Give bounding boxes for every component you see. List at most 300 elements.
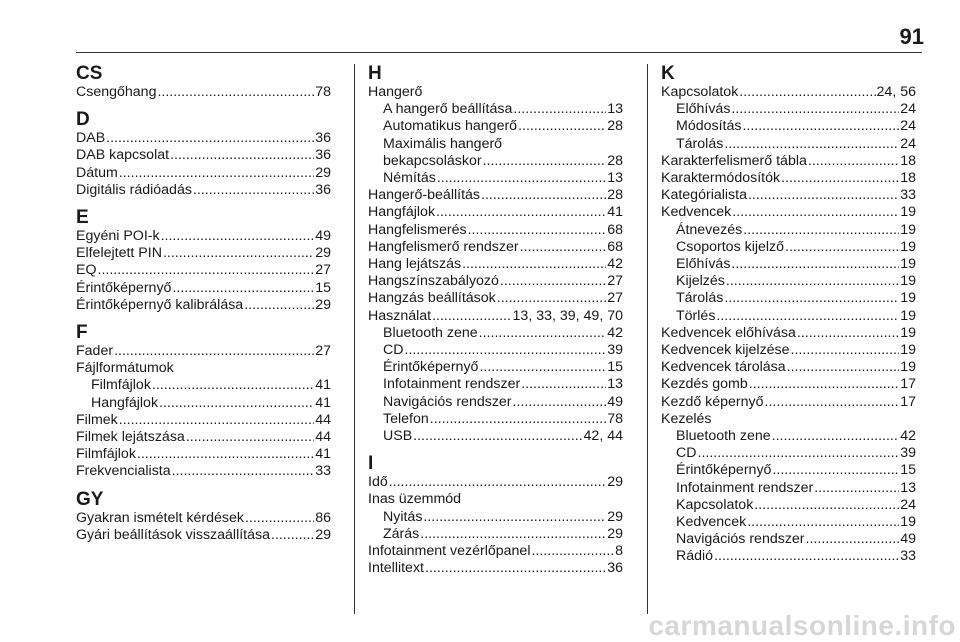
entry-label: Előhívás <box>676 101 731 118</box>
entry-label: Átnevezés <box>676 221 743 238</box>
entry-page-numbers: 13 <box>900 479 916 496</box>
entry-page-numbers: 27 <box>315 262 331 279</box>
entry-page-numbers: 28 <box>607 187 623 204</box>
index-entry <box>368 204 623 221</box>
entry-page-numbers: 41 <box>315 394 331 411</box>
entry-label: Fader <box>76 343 114 360</box>
entry-label: Kedvencek előhívása <box>661 324 796 341</box>
dot-leader <box>772 428 900 445</box>
index-entry <box>368 222 623 239</box>
entry-page-numbers: 19 <box>900 359 916 376</box>
entry-label: Karaktermódosítók <box>661 170 781 187</box>
dot-leader <box>732 204 899 221</box>
dot-leader <box>521 376 606 393</box>
entry-page-numbers: 13, 33, 39, 49, 70 <box>512 307 623 324</box>
index-entry <box>76 412 331 429</box>
entry-page-numbers: 33 <box>315 463 331 480</box>
entry-label: Kedvencek <box>661 204 732 221</box>
entry-page-numbers: 49 <box>607 393 623 410</box>
entry-page-numbers: 27 <box>607 290 623 307</box>
dot-leader <box>98 262 315 279</box>
entry-label: Kategórialista <box>661 187 747 204</box>
index-entry <box>76 360 331 377</box>
index-subentry <box>661 531 916 548</box>
entry-label: Maximális hangerő <box>383 135 503 152</box>
dot-leader <box>152 377 314 394</box>
index-entry <box>76 297 331 314</box>
entry-label: Filmek <box>76 411 118 428</box>
dot-leader <box>430 411 606 428</box>
index-subentry <box>368 359 623 376</box>
dot-leader <box>170 147 314 164</box>
dot-leader <box>739 84 875 101</box>
entry-page-numbers: 42 <box>607 324 623 341</box>
dot-leader <box>520 239 607 256</box>
index-entry <box>368 187 623 204</box>
entry-label: Idő <box>368 474 388 491</box>
index-subentry <box>661 136 916 153</box>
index-entry <box>368 474 623 491</box>
dot-leader <box>106 130 314 147</box>
index-subentry <box>368 428 623 445</box>
entry-label: Hangfájlok <box>91 394 159 411</box>
entry-page-numbers: 68 <box>607 238 623 255</box>
index-subentry <box>661 548 916 565</box>
entry-page-numbers: 24 <box>900 101 916 118</box>
dot-leader <box>716 308 899 325</box>
dot-leader <box>747 514 899 531</box>
entry-page-numbers: 15 <box>607 359 623 376</box>
index-entry <box>76 130 331 147</box>
entry-label: Kedvencek tárolása <box>661 359 786 376</box>
index-subentry <box>661 428 916 445</box>
index-subentry <box>368 342 623 359</box>
entry-label: Kapcsolatok <box>676 496 754 513</box>
entry-label: DAB kapcsolat <box>76 147 170 164</box>
entry-label: Automatikus hangerő <box>383 118 518 135</box>
entry-page-numbers: 42, 44 <box>583 428 623 445</box>
index-section-letter: CS <box>76 63 103 84</box>
dot-leader <box>726 273 899 290</box>
entry-label: Hangzás beállítások <box>368 290 496 307</box>
entry-label: CD <box>676 445 697 462</box>
dot-leader <box>785 239 899 256</box>
entry-label: Infotainment vezérlőpanel <box>368 543 531 560</box>
index-entry <box>76 510 331 527</box>
index-section-letter: D <box>76 109 90 131</box>
entry-label: Kezdő képernyő <box>661 393 764 410</box>
dot-leader <box>172 463 315 480</box>
entry-page-numbers: 33 <box>900 187 916 204</box>
index-entry <box>76 527 331 544</box>
dot-leader <box>781 170 899 187</box>
entry-label: Érintőképernyő <box>76 279 172 296</box>
entry-page-numbers: 19 <box>900 514 916 531</box>
entry-page-numbers: 18 <box>900 152 916 169</box>
index-entry <box>661 376 916 393</box>
dot-leader <box>119 165 314 182</box>
entry-label: Csoportos kijelző <box>676 238 785 255</box>
index-section-letter: GY <box>76 488 104 510</box>
entry-label: Érintőképernyő <box>676 462 772 479</box>
index-subentry <box>661 308 916 325</box>
index-entry <box>661 342 916 359</box>
entry-label: Zárás <box>383 525 420 542</box>
index-entry <box>76 165 331 182</box>
index-entry <box>76 429 331 446</box>
dot-leader <box>389 474 606 491</box>
entry-label: Navigációs rendszer <box>383 393 512 410</box>
index-subentry <box>368 325 623 342</box>
entry-page-numbers: 29 <box>607 525 623 542</box>
dot-leader <box>765 394 900 411</box>
dot-leader <box>157 84 314 101</box>
entry-label: Elfelejtett PIN <box>76 245 162 262</box>
dot-leader <box>808 153 899 170</box>
entry-label: Használat <box>368 307 432 324</box>
entry-label: Fájlformátumok <box>76 360 174 377</box>
dot-leader <box>245 510 314 527</box>
index-entry <box>661 325 916 342</box>
index-subentry <box>368 136 623 153</box>
entry-page-numbers: 29 <box>315 526 331 543</box>
entry-label: Tárolás <box>676 135 724 152</box>
index-entry <box>368 491 623 508</box>
index-subentry <box>661 462 916 479</box>
dot-leader <box>161 228 315 245</box>
index-subentry <box>661 256 916 273</box>
index-entry <box>368 273 623 290</box>
entry-label: Tárolás <box>676 290 724 307</box>
index-entry <box>368 84 623 101</box>
dot-leader <box>787 359 900 376</box>
dot-leader <box>754 497 899 514</box>
entry-page-numbers: 13 <box>607 170 623 187</box>
entry-label: Csengőhang <box>76 84 157 100</box>
dot-leader <box>163 245 314 262</box>
index-subentry <box>661 514 916 531</box>
entry-label: Érintőképernyő kalibrálása <box>76 296 244 313</box>
entry-label: Filmek lejátszása <box>76 429 185 446</box>
entry-page-numbers: 19 <box>900 221 916 238</box>
entry-page-numbers: 49 <box>900 531 916 548</box>
entry-page-numbers: 44 <box>315 429 331 446</box>
entry-label: USB <box>383 428 413 445</box>
entry-label: Hangfelismerés <box>368 221 467 238</box>
entry-page-numbers: 41 <box>607 204 623 221</box>
entry-page-numbers: 13 <box>607 376 623 393</box>
entry-label: Filmfájlok <box>91 377 151 394</box>
entry-label: Bluetooth zene <box>383 324 478 341</box>
dot-leader <box>172 280 314 297</box>
index-entry <box>661 84 916 101</box>
entry-label: Kijelzés <box>676 273 725 290</box>
entry-label: Dátum <box>76 164 118 181</box>
entry-page-numbers: 36 <box>315 147 331 164</box>
entry-label: Infotainment rendszer <box>383 376 521 393</box>
entry-label: bekapcsoláskor <box>383 152 482 169</box>
dot-leader <box>500 273 606 290</box>
header-rule <box>76 52 922 53</box>
entry-page-numbers: 18 <box>900 170 916 187</box>
dot-leader <box>119 412 314 429</box>
entry-label: Nyitás <box>383 508 423 525</box>
dot-leader <box>432 308 511 325</box>
index-entry <box>76 147 331 164</box>
dot-leader <box>743 222 899 239</box>
entry-page-numbers: 49 <box>315 228 331 245</box>
entry-page-numbers: 17 <box>900 376 916 393</box>
entry-page-numbers: 36 <box>607 560 623 577</box>
index-entry <box>76 446 331 463</box>
entry-page-numbers: 78 <box>607 410 623 427</box>
dot-leader <box>814 480 899 497</box>
dot-leader <box>462 256 606 273</box>
entry-label: EQ <box>76 262 97 279</box>
column-divider <box>647 64 648 614</box>
index-subentry <box>368 411 623 428</box>
index-entry <box>368 256 623 273</box>
index-entry <box>661 359 916 376</box>
dot-leader <box>423 509 606 526</box>
entry-page-numbers: 27 <box>315 343 331 360</box>
dot-leader <box>772 462 899 479</box>
index-subentry <box>661 480 916 497</box>
entry-label: Egyéni POI-k <box>76 228 160 245</box>
entry-page-numbers: 36 <box>315 181 331 198</box>
entry-label: Rádió <box>676 548 714 565</box>
entry-page-numbers: 42 <box>607 256 623 273</box>
dot-leader <box>742 118 899 135</box>
dot-leader <box>271 527 314 544</box>
entry-label: Hang lejátszás <box>368 256 462 273</box>
index-entry <box>76 262 331 279</box>
entry-page-numbers: 39 <box>900 445 916 462</box>
entry-label: Hangerő-beállítás <box>368 187 480 204</box>
dot-leader <box>420 526 606 543</box>
entry-page-numbers: 15 <box>900 462 916 479</box>
index-entry <box>368 290 623 307</box>
index-subentry <box>661 273 916 290</box>
dot-leader <box>114 343 314 360</box>
entry-page-numbers: 42 <box>900 428 916 445</box>
entry-label: Kedvencek kijelzése <box>661 342 790 359</box>
dot-leader <box>724 136 899 153</box>
index-entry <box>76 463 331 480</box>
index-entry <box>368 308 623 325</box>
entry-label: Kezdés gomb <box>661 376 748 393</box>
dot-leader <box>193 182 314 199</box>
entry-page-numbers: 13 <box>607 101 623 118</box>
index-subentry <box>368 394 623 411</box>
dot-leader <box>731 101 899 118</box>
dot-leader <box>797 325 899 342</box>
dot-leader <box>749 376 899 393</box>
dot-leader <box>497 290 606 307</box>
index-subentry <box>368 526 623 543</box>
index-subentry <box>368 153 623 170</box>
entry-label: Hangfelismerő rendszer <box>368 238 519 255</box>
index-column-1 <box>76 64 331 544</box>
index-entry <box>368 543 623 560</box>
index-subentry <box>661 239 916 256</box>
page-number: 91 <box>899 24 924 49</box>
entry-page-numbers: 8 <box>615 543 623 560</box>
dot-leader <box>468 222 607 239</box>
index-subentry <box>368 118 623 135</box>
dot-leader <box>806 531 900 548</box>
index-entry <box>76 280 331 297</box>
index-subentry <box>76 395 331 412</box>
entry-page-numbers: 41 <box>315 377 331 394</box>
dot-leader <box>518 118 606 135</box>
index-entry <box>661 411 916 428</box>
entry-page-numbers: 86 <box>315 509 331 526</box>
entry-page-numbers: 78 <box>315 84 331 100</box>
entry-label: Bluetooth zene <box>676 428 771 445</box>
dot-leader <box>531 543 614 560</box>
entry-page-numbers: 19 <box>900 273 916 290</box>
index-entry <box>661 394 916 411</box>
index-subentry <box>368 509 623 526</box>
index-section-letter: F <box>76 322 88 344</box>
entry-page-numbers: 29 <box>315 245 331 262</box>
entry-label: CD <box>383 342 404 359</box>
dot-leader <box>405 342 607 359</box>
entry-page-numbers: 28 <box>607 118 623 135</box>
index-subentry <box>368 376 623 393</box>
index-section-letter: H <box>368 63 382 84</box>
entry-page-numbers: 19 <box>900 342 916 359</box>
dot-leader <box>437 170 606 187</box>
index-entry <box>76 228 331 245</box>
entry-page-numbers: 24 <box>900 496 916 513</box>
index-subentry <box>661 497 916 514</box>
entry-label: Előhívás <box>676 256 731 273</box>
entry-page-numbers: 19 <box>900 324 916 341</box>
entry-page-numbers: 19 <box>900 204 916 221</box>
column-divider <box>354 64 355 614</box>
dot-leader <box>483 153 607 170</box>
dot-leader <box>479 325 607 342</box>
entry-label: Kezelés <box>661 410 712 427</box>
dot-leader <box>513 394 607 411</box>
entry-label: Némítás <box>383 170 436 187</box>
index-entry <box>661 204 916 221</box>
entry-label: Digitális rádióadás <box>76 181 192 198</box>
dot-leader <box>159 395 314 412</box>
entry-page-numbers: 29 <box>315 164 331 181</box>
entry-label: DAB <box>76 130 106 147</box>
entry-label: Gyári beállítások visszaállítása <box>76 526 270 543</box>
entry-label: A hangerő beállítása <box>383 101 513 118</box>
index-section-letter: I <box>368 453 374 475</box>
dot-leader <box>425 560 606 577</box>
entry-label: Gyakran ismételt kérdések <box>76 509 244 526</box>
entry-page-numbers: 29 <box>607 508 623 525</box>
dot-leader <box>481 187 606 204</box>
entry-page-numbers: 39 <box>607 342 623 359</box>
dot-leader <box>436 204 606 221</box>
entry-label: Hangszínszabályozó <box>368 273 499 290</box>
dot-leader <box>698 445 900 462</box>
index-column-2 <box>368 64 623 577</box>
entry-page-numbers: 24, 56 <box>876 84 916 100</box>
entry-page-numbers: 29 <box>607 474 623 491</box>
dot-leader <box>724 290 899 307</box>
entry-label: Telefon <box>383 410 429 427</box>
index-entry <box>76 245 331 262</box>
index-subentry <box>661 222 916 239</box>
index-subentry <box>661 445 916 462</box>
dot-leader <box>479 359 606 376</box>
entry-label: Navigációs rendszer <box>676 531 805 548</box>
entry-page-numbers: 28 <box>607 152 623 169</box>
entry-page-numbers: 24 <box>900 135 916 152</box>
entry-label: Hangerő <box>368 84 423 100</box>
entry-page-numbers: 24 <box>900 118 916 135</box>
entry-label: Frekvencialista <box>76 463 171 480</box>
dot-leader <box>731 256 899 273</box>
entry-page-numbers: 36 <box>315 130 331 147</box>
dot-leader <box>513 101 606 118</box>
index-subentry <box>661 290 916 307</box>
entry-label: Kedvencek <box>676 514 747 531</box>
watermark: carmanualsonline.info <box>648 610 956 641</box>
entry-page-numbers: 19 <box>900 238 916 255</box>
index-entry <box>368 560 623 577</box>
entry-label: Módosítás <box>676 118 742 135</box>
entry-label: Törlés <box>676 307 716 324</box>
dot-leader <box>244 297 314 314</box>
entry-label: Inas üzemmód <box>368 491 462 508</box>
index-subentry <box>368 101 623 118</box>
dot-leader <box>714 548 899 565</box>
dot-leader <box>748 187 899 204</box>
entry-label: Infotainment rendszer <box>676 479 814 496</box>
index-subentry <box>76 377 331 394</box>
entry-page-numbers: 41 <box>315 446 331 463</box>
index-entry <box>661 153 916 170</box>
index-entry <box>76 343 331 360</box>
entry-page-numbers: 33 <box>900 548 916 565</box>
dot-leader <box>413 428 582 445</box>
dot-leader <box>137 446 314 463</box>
index-section-letter: E <box>76 207 89 229</box>
index-subentry <box>368 170 623 187</box>
index-subentry <box>661 118 916 135</box>
entry-page-numbers: 19 <box>900 290 916 307</box>
entry-label: Intellitext <box>368 560 424 577</box>
dot-leader <box>186 429 314 446</box>
index-entry <box>368 239 623 256</box>
entry-page-numbers: 68 <box>607 221 623 238</box>
entry-page-numbers: 44 <box>315 411 331 428</box>
entry-label: Hangfájlok <box>368 204 436 221</box>
index-entry <box>76 84 331 101</box>
index-column-3 <box>661 64 916 566</box>
entry-label: Karakterfelismerő tábla <box>661 152 807 169</box>
entry-page-numbers: 27 <box>607 273 623 290</box>
entry-page-numbers: 29 <box>315 296 331 313</box>
index-entry <box>76 182 331 199</box>
index-entry <box>661 170 916 187</box>
entry-page-numbers: 19 <box>900 256 916 273</box>
entry-page-numbers: 19 <box>900 307 916 324</box>
index-subentry <box>661 101 916 118</box>
dot-leader <box>791 342 900 359</box>
index-entry <box>661 187 916 204</box>
